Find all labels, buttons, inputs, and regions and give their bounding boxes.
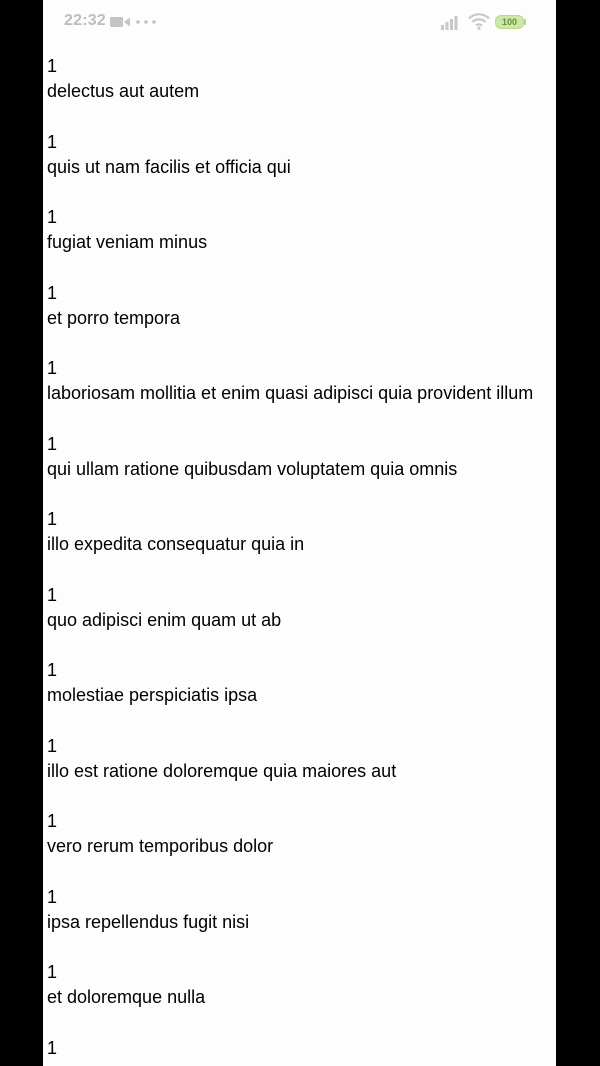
item-title: quo adipisci enim quam ut ab	[47, 609, 282, 630]
item-count: 1	[47, 735, 58, 756]
item-title: illo expedita consequatur quia in	[47, 534, 305, 554]
item-count: 1	[47, 131, 58, 152]
item-title: molestiae perspiciatis ipsa	[47, 685, 258, 705]
item-count: 1	[47, 886, 58, 907]
todo-list[interactable]	[43, 54, 556, 1066]
item-title: et doloremque nulla	[47, 987, 206, 1007]
item-count: 1	[47, 509, 58, 529]
list-item[interactable]	[43, 583, 556, 659]
item-title: et porro tempora	[47, 307, 181, 328]
item-count: 1	[47, 282, 58, 303]
list-item[interactable]	[43, 507, 556, 583]
battery-icon	[495, 15, 527, 29]
battery-nub	[524, 19, 526, 25]
list-item[interactable]	[43, 885, 556, 961]
item-title: laboriosam mollitia et enim quasi adipisci quia provident illum	[47, 383, 534, 403]
app-screen	[43, 0, 556, 1066]
list-item[interactable]	[43, 205, 556, 281]
item-title: quis ut nam facilis et officia qui	[47, 156, 291, 177]
list-item[interactable]	[43, 960, 556, 1036]
item-count: 1	[47, 56, 58, 76]
wifi-icon	[468, 13, 490, 30]
item-title: ipsa repellendus fugit nisi	[47, 911, 250, 932]
item-count: 1	[47, 433, 58, 454]
item-count: 1	[47, 1037, 58, 1058]
signal-icon	[441, 14, 461, 30]
list-item[interactable]	[43, 54, 556, 130]
list-item[interactable]	[43, 432, 556, 508]
list-item[interactable]	[43, 356, 556, 432]
item-title: qui ullam ratione quibusdam voluptatem quia omnis	[47, 458, 458, 479]
list-item[interactable]	[43, 130, 556, 206]
list-item[interactable]	[43, 809, 556, 885]
item-count: 1	[47, 358, 58, 378]
item-count: 1	[47, 584, 58, 605]
list-item[interactable]	[43, 281, 556, 357]
list-item[interactable]	[43, 1036, 556, 1066]
item-title: illo est ratione doloremque quia maiores aut	[47, 760, 397, 781]
item-count: 1	[47, 207, 58, 227]
item-count: 1	[47, 962, 58, 982]
item-count: 1	[47, 811, 58, 831]
status-bar	[43, 0, 556, 44]
item-title: delectus aut autem	[47, 81, 200, 101]
more-dots-icon	[136, 20, 156, 24]
battery-level: 100	[501, 17, 518, 27]
list-item[interactable]	[43, 734, 556, 810]
item-title: vero rerum temporibus dolor	[47, 836, 274, 856]
video-icon	[110, 16, 130, 28]
list-item[interactable]	[43, 658, 556, 734]
status-time: 22:32	[64, 12, 106, 29]
item-title: fugiat veniam minus	[47, 232, 208, 252]
item-count: 1	[47, 660, 58, 680]
